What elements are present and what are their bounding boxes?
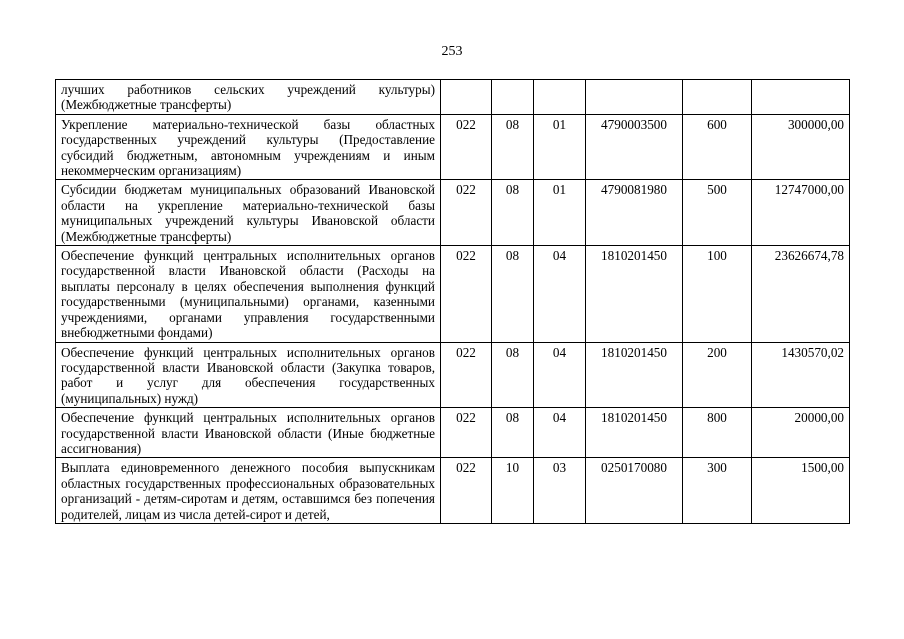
page-number: 253 [441, 44, 463, 59]
row-description: Субсидии бюджетам муниципальных образований Ивановской области на укрепление материально-технической базы муниципальных учреждений культуры Ивановской области (Межбюджетные трансферты) [56, 180, 441, 246]
target-article-cell: 4790081980 [586, 180, 683, 246]
expense-type-cell: 200 [683, 342, 752, 408]
admin-code-cell: 022 [441, 458, 492, 524]
expense-type-cell: 600 [683, 114, 752, 180]
target-article-cell: 1810201450 [586, 408, 683, 458]
amount-cell: 20000,00 [752, 408, 850, 458]
subsection-code-cell: 04 [534, 246, 586, 342]
amount-cell: 300000,00 [752, 114, 850, 180]
table-row [56, 458, 850, 524]
section-code-cell: 08 [492, 408, 534, 458]
table-row [56, 180, 850, 246]
expense-type-cell: 800 [683, 408, 752, 458]
amount-cell: 1430570,02 [752, 342, 850, 408]
amount-cell: 12747000,00 [752, 180, 850, 246]
subsection-code-cell: 01 [534, 114, 586, 180]
subsection-code-cell: 03 [534, 458, 586, 524]
budget-table-body [56, 80, 850, 524]
target-article-cell: 1810201450 [586, 342, 683, 408]
subsection-code-cell [534, 80, 586, 115]
subsection-code-cell: 04 [534, 408, 586, 458]
admin-code-cell: 022 [441, 114, 492, 180]
subsection-code-cell: 04 [534, 342, 586, 408]
target-article-cell: 1810201450 [586, 246, 683, 342]
table-row [56, 114, 850, 180]
subsection-code-cell: 01 [534, 180, 586, 246]
admin-code-cell: 022 [441, 408, 492, 458]
target-article-cell: 0250170080 [586, 458, 683, 524]
row-description: Укрепление материально-технической базы областных государственных учреждений культуры (Предоставление субсидий бюджетным, автономным учреждениям и иным некоммерческим организациям) [56, 114, 441, 180]
section-code-cell [492, 80, 534, 115]
table-row [56, 408, 850, 458]
target-article-cell [586, 80, 683, 115]
section-code-cell: 10 [492, 458, 534, 524]
table-row [56, 80, 850, 115]
expense-type-cell: 500 [683, 180, 752, 246]
admin-code-cell: 022 [441, 180, 492, 246]
row-description: Выплата единовременного денежного пособия выпускникам областных государственных профессиональных образовательных организаций - детям-сиротам и детям, оставшимся без попечения родителей, лицам из числа детей-сирот и детей, [56, 458, 441, 524]
section-code-cell: 08 [492, 246, 534, 342]
expense-type-cell [683, 80, 752, 115]
table-row [56, 342, 850, 408]
admin-code-cell [441, 80, 492, 115]
budget-table [55, 79, 850, 524]
section-code-cell: 08 [492, 180, 534, 246]
row-description: Обеспечение функций центральных исполнительных органов государственной власти Ивановской области (Расходы на выплаты персоналу в целях обеспечения выполнения функций государственными (муниципальными) органами, казенными учреждениями, органами управления государственными внебюджетными фондами) [56, 246, 441, 342]
amount-cell: 23626674,78 [752, 246, 850, 342]
expense-type-cell: 100 [683, 246, 752, 342]
target-article-cell: 4790003500 [586, 114, 683, 180]
amount-cell [752, 80, 850, 115]
expense-type-cell: 300 [683, 458, 752, 524]
row-description: Обеспечение функций центральных исполнительных органов государственной власти Ивановской области (Иные бюджетные ассигнования) [56, 408, 441, 458]
row-description: лучших работников сельских учреждений культуры) (Межбюджетные трансферты) [56, 80, 441, 115]
admin-code-cell: 022 [441, 342, 492, 408]
section-code-cell: 08 [492, 114, 534, 180]
section-code-cell: 08 [492, 342, 534, 408]
row-description: Обеспечение функций центральных исполнительных органов государственной власти Ивановской области (Закупка товаров, работ и услуг для обеспечения государственных (муниципальных) нужд) [56, 342, 441, 408]
admin-code-cell: 022 [441, 246, 492, 342]
amount-cell: 1500,00 [752, 458, 850, 524]
table-row [56, 246, 850, 342]
